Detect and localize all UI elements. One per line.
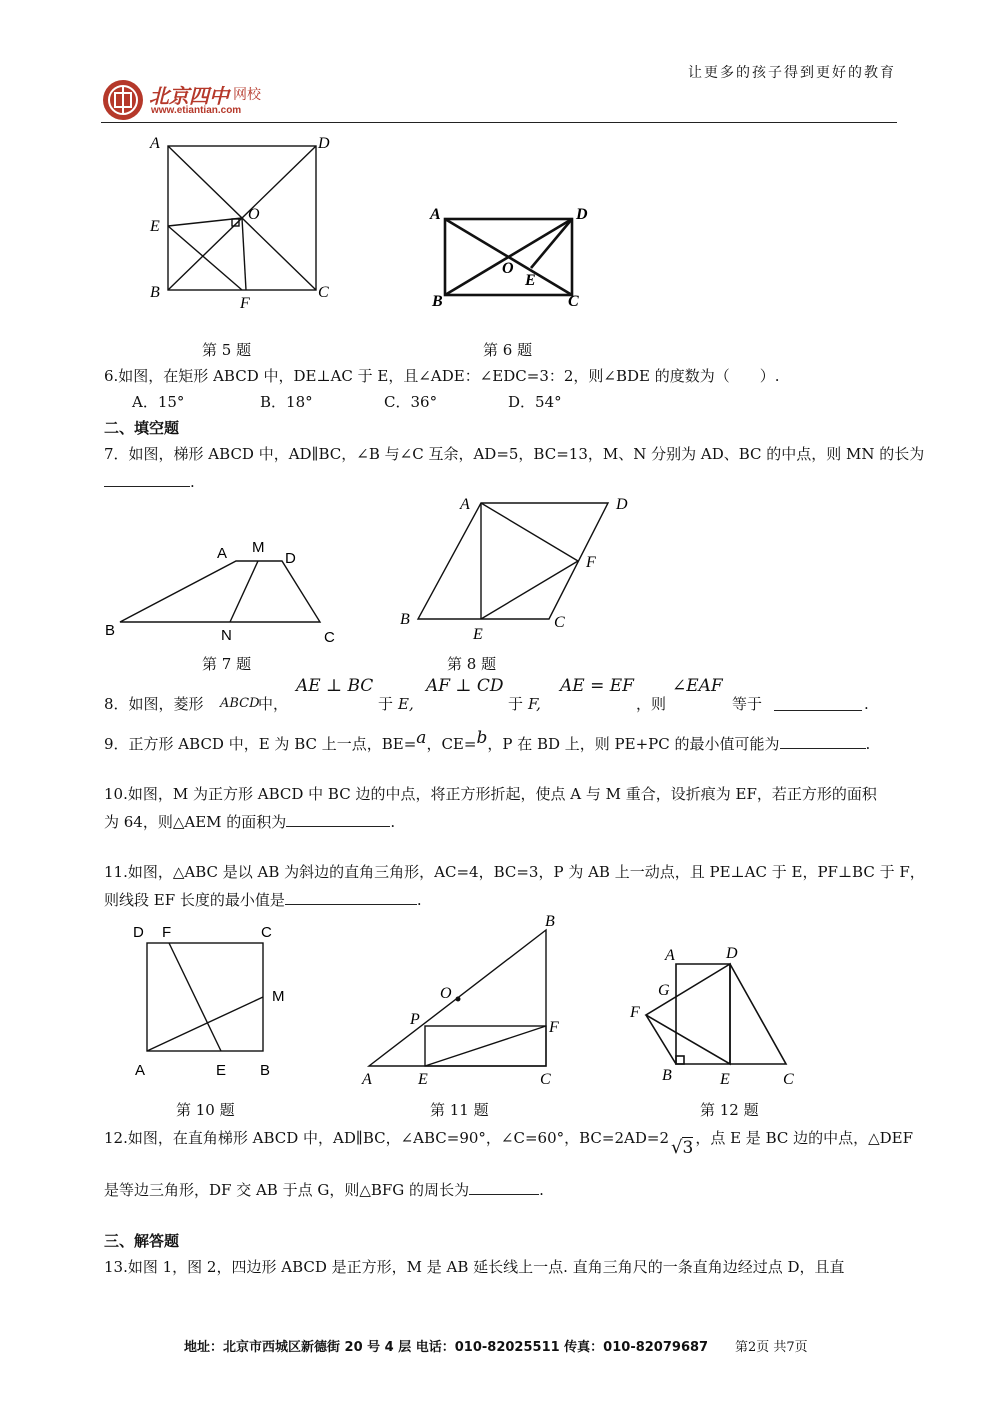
fig5-label-a: A [150, 135, 160, 152]
q8-answer-blank [774, 696, 862, 711]
q9-answer-blank [780, 734, 866, 749]
fig5-caption: 第 5 题 [202, 341, 252, 359]
fig7-caption: 第 7 题 [202, 655, 252, 673]
q12-answer-blank [469, 1180, 539, 1195]
q8: 8．如图，菱形 ABCD 中， AE ⊥ BC 于 E, AF ⊥ CD 于 F, AE = EF ，则 ∠EAF 等于 . [104, 676, 869, 713]
fig6-label-e: E [525, 272, 536, 289]
fig10-caption: 第 10 题 [176, 1101, 235, 1119]
fig5-label-e: E [150, 218, 160, 235]
fig11-caption: 第 11 题 [430, 1101, 489, 1119]
q9: 9．正方形 ABCD 中，E 为 BC 上一点，BE=a，CE=b，P 在 BD 上，则 PE+PC 的最小值可能为 . [104, 728, 871, 753]
fig10-label-d: D [133, 924, 144, 941]
fig6-label-b: B [432, 293, 443, 310]
fig5-label-d: D [318, 135, 330, 152]
section-fill-in-heading: 二、填空题 [104, 419, 180, 437]
fig7-label-a: A [217, 545, 228, 562]
fig5-label-c: C [318, 284, 329, 301]
fig10-label-b: B [260, 1062, 271, 1079]
q11-answer-blank [285, 890, 417, 905]
q6-option-a: A．15° [132, 393, 185, 411]
fig6-label-d: D [576, 206, 588, 223]
fig11-label-p: P [410, 1011, 420, 1028]
q11-line1: 11.如图，△ABC 是以 AB 为斜边的直角三角形，AC=4，BC=3，P 为 AB 上一动点，且 PE⊥AC 于 E，PF⊥BC 于 F， [104, 863, 925, 881]
fig12-label-e: E [720, 1071, 730, 1088]
q12-line2: 是等边三角形，DF 交 AB 于点 G，则△BFG 的周长为 . [104, 1181, 544, 1199]
fig5-label-f: F [240, 295, 250, 312]
fig6-label-o: O [502, 260, 514, 277]
fig12-label-d: D [726, 945, 738, 962]
q10-answer-blank [286, 812, 390, 827]
q10-line1: 10.如图，M 为正方形 ABCD 中 BC 边的中点，将正方形折起，使点 A 与 M 重合，设折痕为 EF，若正方形的面积 [104, 785, 877, 803]
logo-suffix: 网校 [233, 87, 261, 103]
q12-sqrt-3: √3 [671, 1137, 694, 1158]
fig11-label-o: O [440, 985, 452, 1002]
fig7-label-n: N [221, 627, 232, 644]
fig10-label-a: A [135, 1062, 146, 1079]
q7-line1: 7．如图，梯形 ABCD 中，AD∥BC，∠B 与∠C 互余，AD=5，BC=13，M、N 分别为 AD、BC 的中点，则 MN 的长为 [104, 445, 925, 463]
footer-page-number: 第2页 共7页 [735, 1340, 808, 1355]
logo [101, 78, 311, 123]
fig11-label-f: F [549, 1019, 559, 1036]
fig12-label-c: C [783, 1071, 794, 1088]
q8-formula-ae-eq-ef: AE = EF [560, 676, 634, 696]
fig12-label-g: G [658, 982, 670, 999]
fig10-label-e: E [216, 1062, 227, 1079]
q12-line1: 12.如图，在直角梯形 ABCD 中，AD∥BC，∠ABC=90°，∠C=60°，BC=2AD=2 √3 ，点 E 是 BC 边的中点，△DEF [104, 1129, 914, 1158]
fig11-label-a: A [362, 1071, 372, 1088]
logo-url: www.etiantian.com [151, 105, 242, 116]
fig10-label-c: C [261, 924, 272, 941]
logo-name: 北京四中 [149, 84, 229, 108]
q7-answer-blank [104, 472, 190, 487]
fig10-label-m: M [272, 988, 285, 1005]
q6-option-b: B．18° [260, 393, 313, 411]
fig6-caption: 第 6 题 [483, 341, 533, 359]
q8-formula-af-perp-cd: AF ⊥ CD [426, 676, 504, 696]
fig7-label-c: C [324, 629, 335, 646]
fig6-label-a: A [430, 206, 441, 223]
fig12-label-a: A [665, 947, 675, 964]
q13-line1: 13.如图 1，图 2，四边形 ABCD 是正方形，M 是 AB 延长线上一点. 直角三角尺的一条直角边经过点 D，且直 [104, 1258, 845, 1276]
fig5-label-o: O [248, 206, 260, 223]
q6-option-d: D．54° [508, 393, 562, 411]
fig8-label-b: B [400, 611, 410, 628]
fig8-label-f: F [586, 554, 596, 571]
section-solutions-heading: 三、解答题 [104, 1232, 180, 1250]
fig7-label-b: B [105, 622, 116, 639]
q11-line2: 则线段 EF 长度的最小值是 . [104, 891, 422, 909]
fig11-label-c: C [540, 1071, 551, 1088]
fig8-label-e: E [473, 626, 483, 643]
fig8-label-c: C [554, 614, 565, 631]
q7-line2: . [104, 472, 195, 492]
fig10-label-f: F [162, 924, 172, 941]
logo-emblem-icon [101, 78, 145, 122]
fig7-label-d: D [285, 550, 296, 567]
header [0, 0, 1000, 130]
fig7-label-m: M [252, 539, 265, 556]
q8-formula-ae-perp-bc: AE ⊥ BC [296, 676, 374, 696]
fig11-label-e: E [418, 1071, 428, 1088]
fig12-label-b: B [662, 1067, 672, 1084]
footer [0, 1336, 1000, 1360]
fig5-label-b: B [150, 284, 160, 301]
q8-formula-angle-eaf: ∠EAF [672, 676, 723, 696]
fig6-label-c: C [568, 293, 579, 310]
fig8-caption: 第 8 题 [447, 655, 497, 673]
fig8-label-a: A [460, 496, 470, 513]
footer-address: 地址：北京市西城区新德街 20 号 4 层 电话：010-82025511 传真：010-82079687 [184, 1340, 709, 1355]
q10-line2: 为 64，则△AEM 的面积为 . [104, 813, 396, 831]
fig12-label-f: F [630, 1004, 640, 1021]
fig11-label-b: B [545, 913, 555, 930]
header-rule [101, 122, 897, 123]
q6-option-c: C．36° [384, 393, 438, 411]
q6-text: 6.如图，在矩形 ABCD 中，DE⊥AC 于 E，且∠ADE：∠EDC=3：2，则∠BDE 的度数为（ ）. [104, 367, 780, 385]
fig12-caption: 第 12 题 [700, 1101, 759, 1119]
fig8-label-d: D [616, 496, 628, 513]
header-slogan: 让更多的孩子得到更好的教育 [688, 65, 896, 81]
